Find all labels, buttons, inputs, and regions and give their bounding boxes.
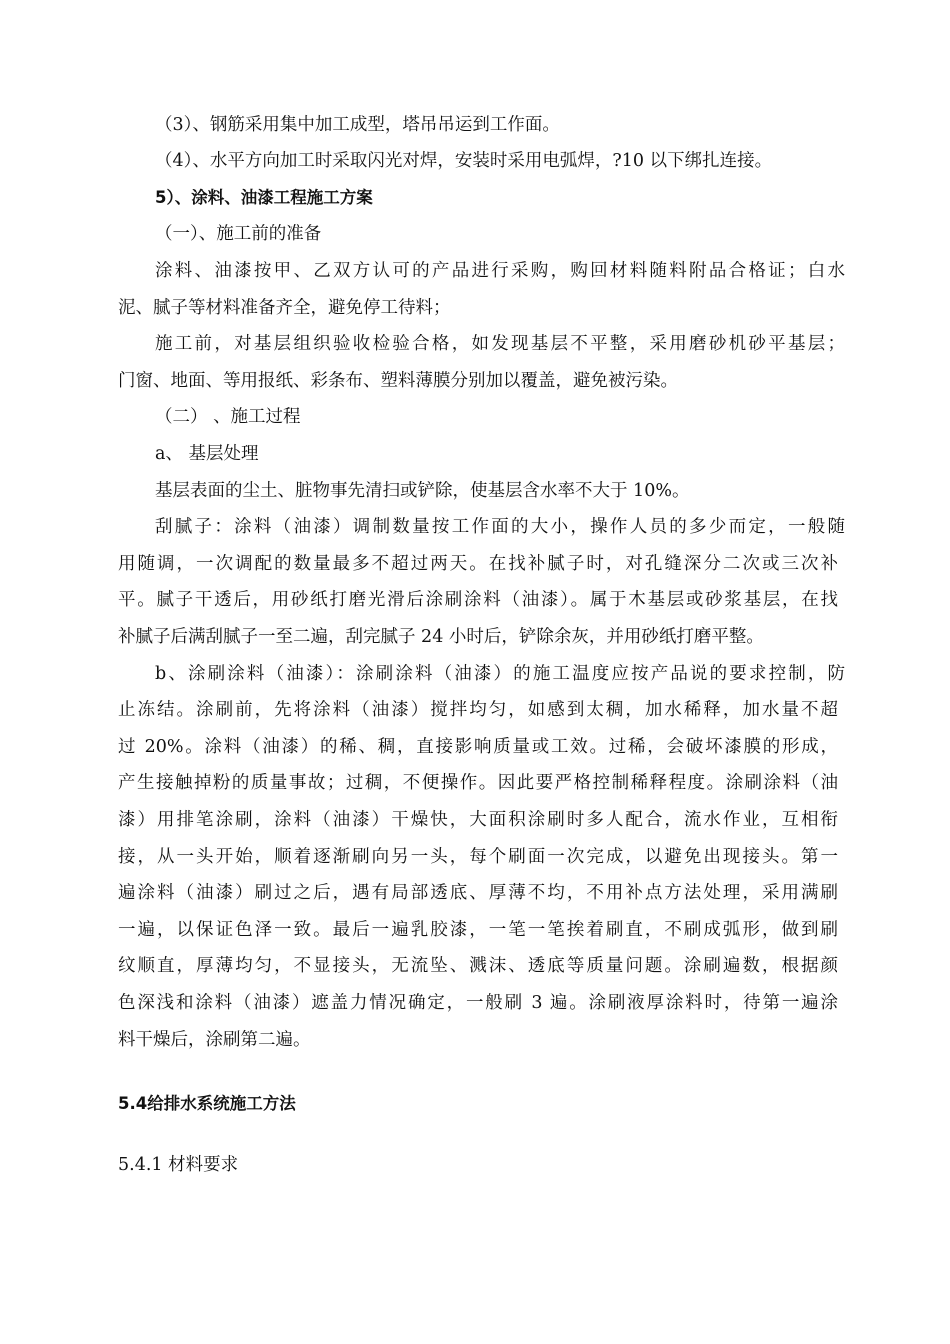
subheading-base-treatment: a、 基层处理: [155, 444, 259, 464]
paragraph-line: 刮腻子：涂料（油漆）调制数量按工作面的大小，操作人员的多少而定，一般随: [155, 517, 845, 537]
paragraph-line: 色深浅和涂料（油漆）遮盖力情况确定，一般刷 3 遍。涂刷液厚涂料时，待第一遍涂: [118, 993, 838, 1013]
subsection-heading-materials: 5.4.1 材料要求: [118, 1155, 239, 1175]
paragraph-line: 漆）用排笔涂刷，涂料（油漆）干燥快，大面积涂刷时多人配合，流水作业，互相衔: [118, 810, 838, 830]
subheading-process: （二） 、施工过程: [155, 407, 301, 427]
text-line-rebar-4: （4）、水平方向加工时采取闪光对焊，安装时采用电弧焊，?10 以下绑扎连接。: [155, 151, 773, 171]
paragraph-line: 过 20%。涂料（油漆）的稀、稠，直接影响质量或工效。过稀，会破坏漆膜的形成，: [118, 737, 838, 757]
text-line-rebar-3: （3）、钢筋采用集中加工成型，塔吊吊运到工作面。: [155, 115, 560, 135]
paragraph-line: 遍涂料（油漆）刷过之后，遇有局部透底、厚薄不均，不用补点方法处理，采用满刷: [118, 883, 838, 903]
section-heading-plumbing: 5.4给排水系统施工方法: [118, 1094, 296, 1113]
paragraph-line: 基层表面的尘土、脏物事先清扫或铲除，使基层含水率不大于 10%。: [155, 481, 690, 501]
paragraph-line: 纹顺直，厚薄均匀，不显接头，无流坠、溅沫、透底等质量问题。涂刷遍数，根据颜: [118, 956, 838, 976]
paragraph-line: 平。腻子干透后，用砂纸打磨光滑后涂刷涂料（油漆）。属于木基层或砂浆基层，在找: [118, 590, 838, 610]
paragraph-line: 产生接触掉粉的质量事故；过稠，不便操作。因此要严格控制稀释程度。涂刷涂料（油: [118, 773, 838, 793]
section-heading-coating: 5）、涂料、油漆工程施工方案: [155, 188, 373, 207]
paragraph-line: 接，从一头开始，顺着逐渐刷向另一头，每个刷面一次完成，以避免出现接头。第一: [118, 847, 838, 867]
paragraph-line: 门窗、地面、等用报纸、彩条布、塑料薄膜分别加以覆盖，避免被污染。: [118, 371, 678, 391]
paragraph-line: 施工前，对基层组织验收检验合格，如发现基层不平整，采用磨砂机砂平基层；: [155, 334, 845, 354]
paragraph-line: 料干燥后，涂刷第二遍。: [118, 1030, 311, 1050]
paragraph-line: b、涂刷涂料（油漆）：涂刷涂料（油漆）的施工温度应按产品说的要求控制，防: [155, 664, 845, 684]
subheading-preparation: （一）、施工前的准备: [155, 224, 322, 244]
paragraph-line: 一遍，以保证色泽一致。最后一遍乳胶漆，一笔一笔挨着刷直，不刷成弧形，做到刷: [118, 920, 838, 940]
paragraph-line: 泥、腻子等材料准备齐全，避免停工待料；: [118, 298, 451, 318]
paragraph-line: 用随调，一次调配的数量最多不超过两天。在找补腻子时，对孔缝深分二次或三次补: [118, 554, 838, 574]
paragraph-line: 止冻结。涂刷前，先将涂料（油漆）搅拌均匀，如感到太稠，加水稀释，加水量不超: [118, 700, 838, 720]
paragraph-line: 涂料、油漆按甲、乙双方认可的产品进行采购，购回材料随料附品合格证；白水: [155, 261, 845, 281]
paragraph-line: 补腻子后满刮腻子一至二遍，刮完腻子 24 小时后，铲除余灰，并用砂纸打磨平整。: [118, 627, 764, 647]
